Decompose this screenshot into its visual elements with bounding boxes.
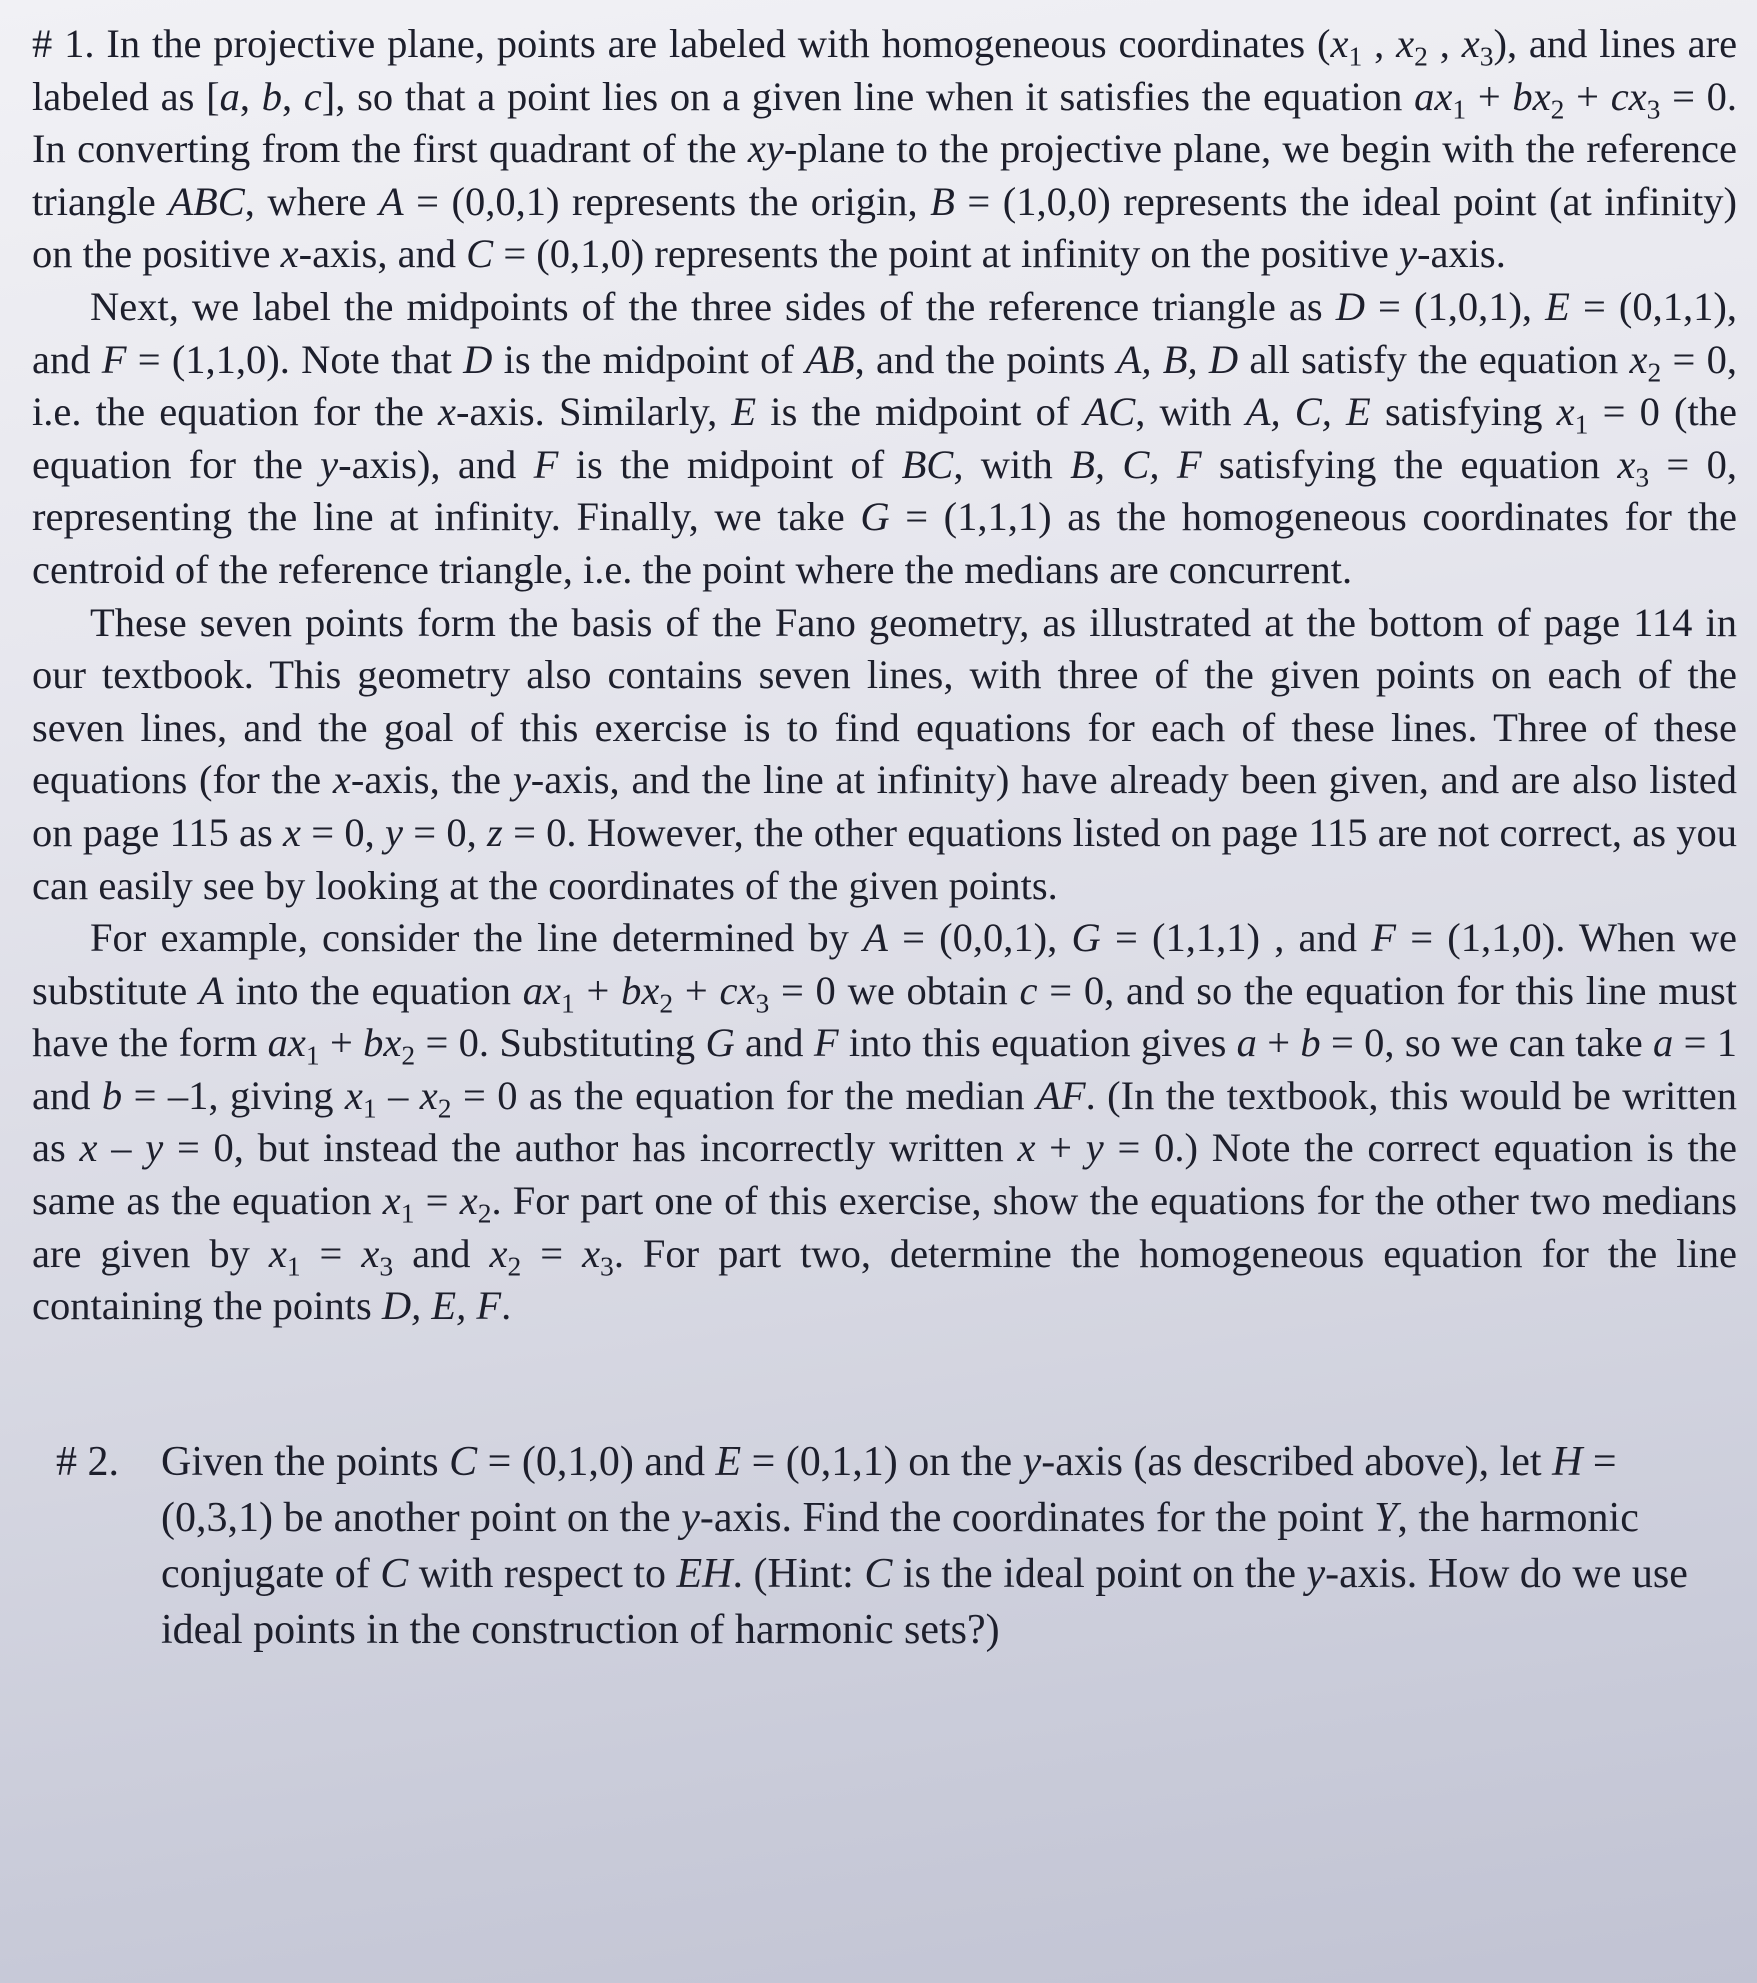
math-symbol: H [1552, 1438, 1583, 1485]
math-symbol: x [419, 1072, 438, 1118]
math-symbol: ax [1414, 73, 1453, 119]
subscript-index: 2 [507, 1249, 522, 1281]
math-symbol: G [705, 1020, 735, 1066]
text-fragment: + [1466, 73, 1513, 119]
math-symbol: x [1396, 21, 1415, 66]
text-fragment: . (Hint: [732, 1550, 865, 1597]
problem-1-paragraph-4 [32, 912, 1737, 1333]
math-symbol: Y [1374, 1494, 1398, 1541]
text-fragment: Given the points [161, 1438, 450, 1485]
math-symbol: C [466, 231, 494, 277]
text-fragment: . For part one of this exercise, show the equations for the other two medians are given by [32, 1178, 1737, 1276]
subscript-index: 2 [401, 1039, 416, 1071]
subscript-index: 3 [600, 1249, 614, 1281]
math-symbol: cx [1610, 73, 1647, 119]
subscript-index: 1 [362, 1092, 377, 1124]
math-symbol: F [1371, 915, 1396, 961]
subscript-index: 2 [437, 1092, 452, 1124]
text-fragment: -axis. Find the coordinates for the point [699, 1494, 1375, 1541]
math-symbol: x [283, 809, 301, 855]
text-fragment: -plane to the projective plane, we begin with the reference triangle [32, 126, 1737, 224]
text-fragment: satisfying the equation [1201, 441, 1618, 487]
text-fragment: = (1,1,0). Note that [126, 336, 464, 382]
math-symbol: x [1629, 336, 1648, 382]
math-symbol: c [303, 73, 322, 119]
math-symbol: b [1300, 1020, 1321, 1066]
math-symbol: D [1335, 283, 1365, 329]
text-fragment: = 0 we obtain [769, 967, 1020, 1013]
math-symbol: A [199, 967, 224, 1013]
text-fragment: is the midpoint of [558, 441, 902, 487]
math-symbol: A, B, D [1116, 336, 1239, 382]
math-symbol: bx [621, 967, 660, 1013]
math-symbol: E [1545, 283, 1570, 329]
subscript-index: 3 [1479, 40, 1494, 72]
text-fragment: . [501, 1283, 512, 1329]
math-symbol: C [864, 1550, 893, 1597]
math-symbol: B [930, 178, 955, 224]
text-fragment: and [393, 1230, 490, 1276]
math-symbol: BC [901, 441, 954, 487]
text-fragment: + [1564, 73, 1611, 119]
text-fragment: + [574, 967, 622, 1013]
problem-1-paragraph-3 [32, 597, 1737, 913]
math-symbol: EH [676, 1550, 733, 1597]
problem-1 [32, 18, 1737, 1333]
problem-2-number: # 2. [56, 1438, 119, 1485]
math-symbol: z [487, 809, 503, 855]
text-fragment: = (1,1,1) , and [1100, 915, 1372, 961]
text-fragment: = [521, 1230, 583, 1276]
text-fragment: , and the points [854, 336, 1117, 382]
text-fragment: = (1,0,0) represents the ideal point (at infinity) on the positive [32, 178, 1737, 277]
text-fragment: -axis. [1416, 231, 1506, 277]
text-fragment: = –1, giving [122, 1072, 345, 1118]
math-symbol: y [1085, 1125, 1104, 1171]
math-symbol: y [145, 1125, 164, 1171]
math-symbol: F [813, 1020, 839, 1066]
text-fragment: , [239, 73, 262, 119]
math-symbol: c [1019, 967, 1038, 1013]
math-symbol: b [261, 73, 282, 119]
text-fragment: = 0.) Note the correct equation is the same as the equation [32, 1125, 1738, 1224]
subscript-index: 1 [1348, 40, 1363, 72]
math-symbol: E [731, 389, 757, 435]
problem-2 [56, 1434, 1737, 1658]
math-symbol: C [449, 1438, 478, 1485]
text-fragment: = 0. However, the other equations listed on page 115 are not correct, as you can easily see by looking at the coordinates of the given points. [32, 809, 1738, 908]
text-fragment: , [1427, 21, 1462, 66]
problem-1-paragraph-1 [32, 18, 1737, 281]
math-symbol: x [582, 1230, 601, 1276]
math-symbol: ABC [168, 178, 245, 224]
math-symbol: D, E, F [381, 1283, 502, 1329]
text-fragment: and [734, 1020, 814, 1066]
text-fragment: = 0, representing the line at infinity. Finally, we take [32, 441, 1737, 540]
math-symbol: x [437, 389, 456, 435]
math-symbol: x [1556, 389, 1575, 435]
math-symbol: A [378, 178, 404, 224]
math-symbol: G [1071, 915, 1101, 961]
math-symbol: x [280, 231, 299, 277]
math-symbol: x [459, 1178, 478, 1224]
text-fragment: . (In the textbook, this would be written as [32, 1072, 1738, 1171]
math-symbol: AF [1036, 1072, 1086, 1118]
math-symbol: F [101, 336, 127, 382]
text-fragment: , where [244, 178, 379, 224]
text-fragment: is the midpoint of [492, 336, 806, 382]
math-symbol: AC [1083, 389, 1136, 435]
math-symbol: y [1398, 231, 1417, 277]
text-fragment: -axis, the [350, 757, 513, 803]
text-fragment: -axis. How do we use ideal points in the construction of harmonic sets?) [161, 1550, 1688, 1653]
math-symbol: x [79, 1125, 98, 1171]
text-fragment: = 0, [403, 809, 488, 855]
text-fragment: = 0 (the equation for the [32, 389, 1737, 487]
math-symbol: ax [267, 1020, 306, 1066]
text-fragment: = 0, so we can take [1320, 1020, 1654, 1066]
math-symbol: AB [805, 336, 855, 382]
subscript-index: 2 [1550, 92, 1565, 124]
text-fragment: into the equation [223, 967, 523, 1013]
subscript-index: 1 [286, 1249, 301, 1281]
document-page [32, 18, 1737, 1658]
problem-1-number: # 1. [32, 21, 95, 66]
subscript-index: 3 [1646, 92, 1661, 124]
problem-2-text [161, 1434, 1737, 1658]
text-fragment: satisfying [1370, 389, 1557, 435]
math-symbol: A, C, E [1245, 389, 1371, 435]
text-fragment: ), and lines are labeled as [ [32, 21, 1738, 119]
subscript-index: 2 [1414, 40, 1428, 72]
math-symbol: y [512, 757, 531, 803]
text-fragment: = (0,1,1) on the [741, 1438, 1023, 1485]
math-symbol: x [489, 1230, 508, 1276]
text-fragment: – [97, 1125, 146, 1171]
subscript-index: 1 [1574, 408, 1589, 440]
math-symbol: xy [747, 126, 784, 172]
math-symbol: a [1236, 1020, 1257, 1066]
text-fragment: = (0,1,0) and [477, 1438, 716, 1485]
text-fragment: = 1 and [32, 1020, 1738, 1118]
text-fragment: = 0. Substituting [415, 1020, 706, 1066]
text-fragment: all satisfy the equation [1238, 336, 1630, 382]
text-fragment: into this equation gives [838, 1020, 1237, 1066]
text-fragment: -axis, and the line at infinity) have already been given, and are also listed on page 115 as [32, 757, 1737, 855]
math-symbol: x [1330, 21, 1349, 66]
text-fragment: = (0,1,1), and [32, 283, 1737, 382]
text-fragment: – [376, 1072, 420, 1118]
text-fragment: , with [953, 441, 1071, 487]
text-fragment: = 0, i.e. the equation for the [32, 336, 1737, 435]
text-fragment: . For part two, determine the homogeneous equation for the line containing the points [32, 1230, 1737, 1329]
text-fragment: with respect to [408, 1550, 677, 1597]
text-fragment: = (0,1,0) represents the point at infinity on the positive [493, 231, 1399, 277]
math-symbol: D [463, 336, 493, 382]
math-symbol: x [361, 1230, 380, 1276]
math-symbol: x [1461, 21, 1480, 66]
math-symbol: C [380, 1550, 409, 1597]
text-fragment: = 0, and so the equation for this line must have the form [32, 967, 1737, 1066]
subscript-index: 1 [400, 1197, 415, 1229]
math-symbol: B, C, F [1070, 441, 1202, 487]
text-fragment: is the ideal point on the [892, 1550, 1307, 1597]
text-fragment: = 0 as the equation for the median [451, 1072, 1037, 1118]
math-symbol: y [1022, 1438, 1042, 1485]
text-fragment: + [673, 967, 720, 1013]
subscript-index: 3 [1635, 461, 1650, 492]
text-fragment: = (1,1,0). When we substitute [32, 915, 1737, 1013]
math-symbol: x [344, 1072, 363, 1118]
math-symbol: a [219, 73, 240, 119]
text-fragment: + [319, 1020, 364, 1066]
math-symbol: y [385, 809, 404, 855]
problem-1-paragraph-2 [32, 281, 1737, 597]
math-symbol: A [863, 915, 888, 961]
text-fragment: = (1,1,1) as the homogeneous coordinates for the centroid of the reference triangle, i.e. the point where the medians are concurrent. [32, 494, 1737, 592]
text-fragment: In the projective plane, points are labeled with homogeneous coordinates ( [106, 21, 1331, 66]
text-fragment: = 0, but instead the author has incorrectly written [163, 1125, 1018, 1171]
math-symbol: x [1617, 441, 1636, 487]
math-symbol: y [1306, 1550, 1326, 1597]
math-symbol: ax [522, 967, 561, 1013]
subscript-index: 2 [477, 1197, 492, 1229]
text-fragment: , [1362, 21, 1397, 66]
math-symbol: a [1653, 1020, 1674, 1066]
math-symbol: F [533, 441, 559, 487]
math-symbol: y [320, 441, 339, 487]
math-symbol: cx [719, 967, 756, 1013]
text-fragment: = 0, [301, 809, 386, 855]
text-fragment: + [1035, 1125, 1086, 1171]
text-fragment: -axis), and [338, 441, 534, 487]
text-fragment: Next, we label the midpoints of the three sides of the reference triangle as [90, 283, 1336, 329]
math-symbol: x [268, 1230, 287, 1276]
text-fragment: = (0,3,1) be another point on the [161, 1438, 1617, 1541]
math-symbol: G [860, 494, 890, 540]
subscript-index: 1 [305, 1039, 320, 1071]
math-symbol: x [382, 1178, 401, 1224]
subscript-index: 1 [561, 986, 575, 1018]
text-fragment: , with [1135, 389, 1246, 435]
subscript-index: 3 [755, 986, 770, 1018]
text-fragment: , [281, 73, 304, 119]
math-symbol: x [1017, 1125, 1036, 1171]
math-symbol: bx [363, 1020, 402, 1066]
subscript-index: 1 [1452, 92, 1467, 124]
text-fragment: -axis (as described above), let [1041, 1438, 1553, 1485]
text-fragment: = (1,0,1), [1364, 283, 1546, 329]
text-fragment: = [300, 1230, 362, 1276]
subscript-index: 2 [1647, 355, 1662, 387]
text-fragment: ], so that a point lies on a given line when it satisfies the equation [321, 73, 1415, 119]
text-fragment: These seven points form the basis of the Fano geometry, as illustrated at the bottom of page 114 in our textbook. This geometry also contains seven lines, with three of the given points on each of the seven lines, and the goal of this exercise is to find equations for each of these lines. Three of these equations (for the [32, 599, 1737, 803]
text-fragment: + [1256, 1020, 1301, 1066]
text-fragment: is the midpoint of [756, 389, 1084, 435]
text-fragment: , the harmonic conjugate of [161, 1494, 1639, 1597]
text-fragment: = (0,0,1) represents the origin, [403, 178, 931, 224]
subscript-index: 3 [379, 1249, 394, 1281]
math-symbol: E [715, 1438, 742, 1485]
text-fragment: = 0. In converting from the first quadrant of the [32, 73, 1738, 172]
text-fragment: -axis, and [298, 231, 467, 277]
text-fragment: -axis. Similarly, [455, 389, 732, 435]
subscript-index: 2 [659, 986, 674, 1018]
text-fragment: = (0,0,1), [887, 915, 1072, 961]
math-symbol: y [681, 1494, 700, 1541]
math-symbol: b [101, 1072, 123, 1118]
text-fragment: = [414, 1178, 460, 1224]
math-symbol: bx [1512, 73, 1551, 119]
text-fragment: For example, consider the line determined by [90, 915, 864, 961]
math-symbol: x [332, 757, 351, 803]
